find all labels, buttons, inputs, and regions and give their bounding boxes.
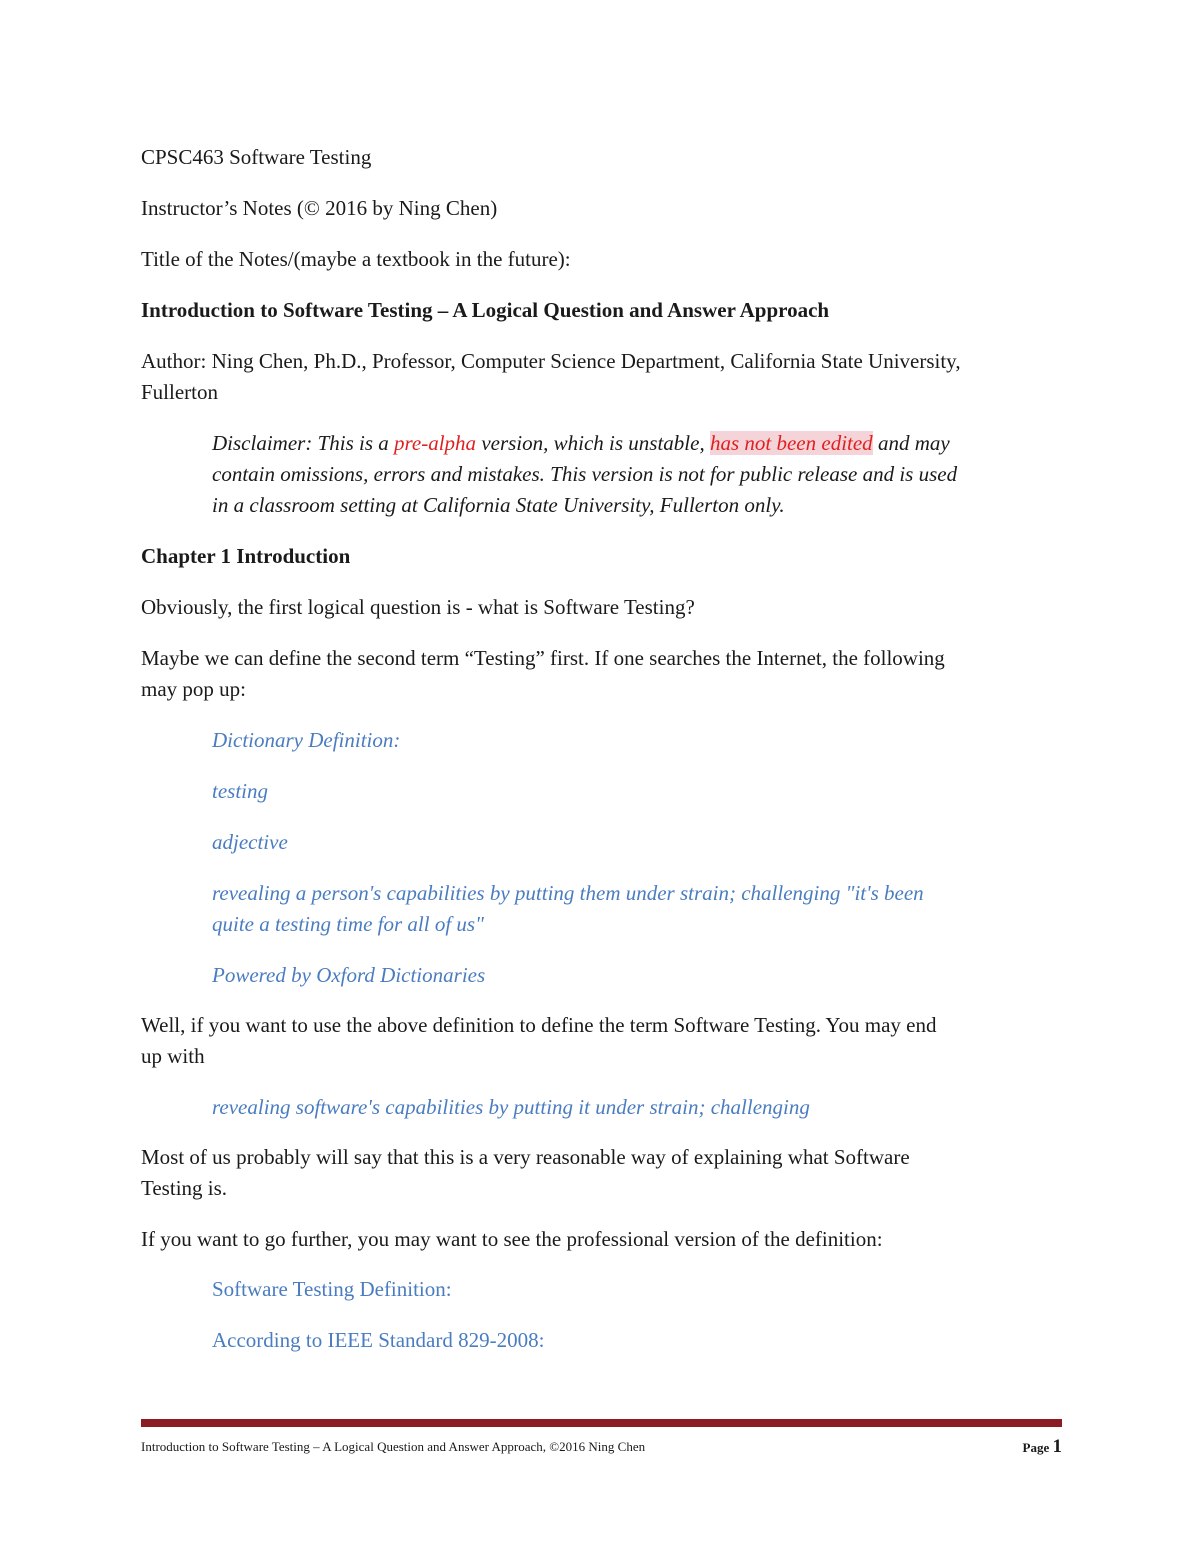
dictionary-definition [212,878,1072,940]
well-line-1: Well, if you want to use the above definition to define the term Software Testing. You may end [141,1013,937,1037]
most-paragraph [141,1142,1071,1204]
page-number-block [1023,1436,1062,1458]
disclaimer-line-2: contain omissions, errors and mistakes. This version is not for public release and is used [212,462,958,486]
dictionary-pos: adjective [212,830,288,854]
disclaimer-text: version, which is unstable, [476,431,710,455]
software-testing-definition-heading: Software Testing Definition: [212,1277,452,1301]
further-paragraph: If you want to go further, you may want to see the professional version of the definition: [141,1227,883,1251]
author-line-2: Fullerton [141,380,218,404]
author-paragraph [141,346,1071,408]
well-paragraph [141,1010,1071,1072]
not-edited-highlight: has not been edited [709,431,873,455]
dictionary-heading: Dictionary Definition: [212,728,401,752]
ieee-standard-line: According to IEEE Standard 829-2008: [212,1328,545,1352]
course-title: CPSC463 Software Testing [141,145,372,169]
instructor-notes: Instructor’s Notes (© 2016 by Ning Chen) [141,196,498,220]
definition-line-1: revealing a person's capabilities by putting them under strain; challenging "it's been [212,881,924,905]
most-line-1: Most of us probably will say that this is a very reasonable way of explaining what Software [141,1145,910,1169]
page-number: 1 [1052,1436,1062,1457]
footer-divider [141,1419,1062,1427]
dictionary-word: testing [212,779,268,803]
software-definition: revealing software's capabilities by putting it under strain; challenging [212,1095,810,1119]
define-paragraph [141,643,1071,705]
chapter-heading: Chapter 1 Introduction [141,544,351,568]
disclaimer-line-1 [212,428,1072,459]
page-label: Page [1022,1440,1053,1455]
define-line-1: Maybe we can define the second term “Testing” first. If one searches the Internet, the following [141,646,945,670]
book-title: Introduction to Software Testing – A Logical Question and Answer Approach [141,298,830,322]
pre-alpha-text: pre-alpha [394,431,477,455]
most-line-2: Testing is. [141,1176,228,1200]
definition-line-2: quite a testing time for all of us" [212,912,484,936]
page-footer [141,1436,1062,1458]
disclaimer-line-3: in a classroom setting at California State University, Fullerton only. [212,493,785,517]
disclaimer-block [212,428,1072,521]
define-line-2: may pop up: [141,677,246,701]
powered-by-oxford: Powered by Oxford Dictionaries [212,963,486,987]
author-line-1: Author: Ning Chen, Ph.D., Professor, Computer Science Department, California State University, [141,349,961,373]
disclaimer-text: Disclaimer: This is a [212,431,395,455]
disclaimer-text: and may [872,431,950,455]
well-line-2: up with [141,1044,205,1068]
notes-title-label: Title of the Notes/(maybe a textbook in the future): [141,247,571,271]
footer-text: Introduction to Software Testing – A Logical Question and Answer Approach, ©2016 Ning Chen [141,1439,646,1454]
question-paragraph: Obviously, the first logical question is - what is Software Testing? [141,595,695,619]
